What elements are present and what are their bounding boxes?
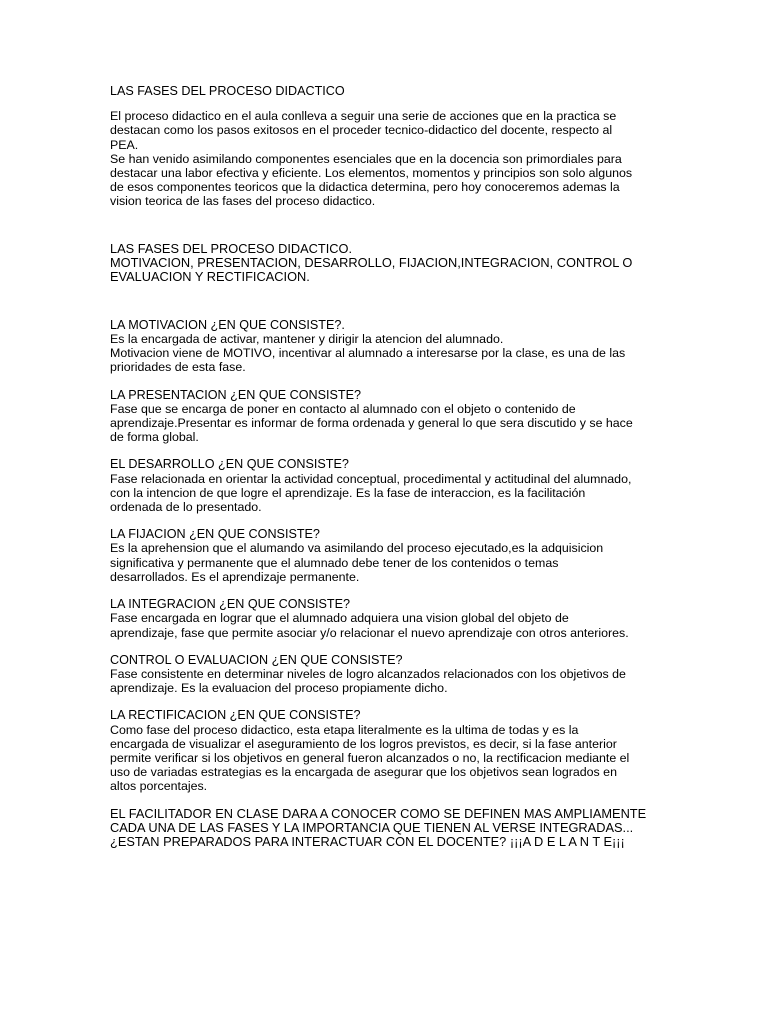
section-line: Como fase del proceso didactico, esta etapa literalmente es la ultima de todas y es la (110, 722, 579, 737)
section-heading: LA PRESENTACION ¿EN QUE CONSISTE? (110, 387, 361, 402)
spacer (110, 695, 662, 708)
closing-line: CADA UNA DE LAS FASES Y LA IMPORTANCIA QUE TIENEN AL VERSE INTEGRADAS... (110, 819, 634, 835)
section-line: ordenada de lo presentado. (110, 500, 262, 515)
section-line: Fase que se encarga de poner en contacto al alumnado con el objeto o contenido de (110, 401, 576, 416)
document-page (110, 84, 662, 850)
section-control-evaluacion (110, 653, 662, 696)
closing-line: ¿ESTAN PREPARADOS PARA INTERACTUAR CON EL DOCENTE? ¡¡¡A D E L A N T E¡¡¡ (110, 834, 625, 850)
spacer (110, 209, 662, 242)
section-line: Es la aprehension que el alumando va asimilando del proceso ejecutado,es la adquisicion (110, 541, 604, 556)
section-line: con la intencion de que logre el aprendizaje. Es la fase de interaccion, es la facilitación (110, 485, 586, 500)
section-line: Motivacion viene de MOTIVO, incentivar al alumnado a interesarse por la clase, es una de las (110, 346, 626, 361)
intro-line: El proceso didactico en el aula conlleva a seguir una serie de acciones que en la practica se (110, 109, 617, 124)
phases-summary-line: MOTIVACION, PRESENTACION, DESARROLLO, FIJACION,INTEGRACION, CONTROL O (110, 255, 633, 271)
spacer (110, 794, 662, 807)
section-line: aprendizaje.Presentar es informar de forma ordenada y general lo que sera discutido y se hace (110, 416, 633, 431)
section-line: permite verificar si los objetivos en general fueron alcanzados o no, la rectificacion mediante el (110, 750, 630, 765)
spacer (110, 98, 662, 109)
intro-line: destacan como los pasos exitosos en el proceder tecnico-didactico del docente, respecto al (110, 123, 613, 138)
spacer (110, 584, 662, 597)
intro-line: destacar una labor efectiva y eficiente. Los elementos, momentos y principios son solo algunos (110, 166, 633, 181)
section-line: Es la encargada de activar, mantener y dirigir la atencion del alumnado. (110, 332, 504, 347)
phases-summary (110, 242, 662, 285)
phases-summary-line: EVALUACION Y RECTIFICACION. (110, 269, 310, 285)
section-desarrollo (110, 457, 662, 514)
spacer (110, 640, 662, 653)
section-heading: LA MOTIVACION ¿EN QUE CONSISTE?. (110, 317, 345, 332)
document-title: LAS FASES DEL PROCESO DIDACTICO (110, 84, 345, 98)
section-line: Fase encargada en lograr que el alumnado adquiera una vision global del objeto de (110, 611, 569, 626)
intro-line: vision teorica de las fases del proceso didactico. (110, 194, 376, 209)
section-line: aprendizaje, fase que permite asociar y/o relacionar el nuevo aprendizaje con otros anteriores. (110, 625, 629, 640)
spacer (110, 375, 662, 388)
section-line: de forma global. (110, 430, 199, 445)
section-line: Fase consistente en determinar niveles de logro alcanzados relacionados con los objetivos de (110, 666, 626, 681)
section-line: desarrollados. Es el aprendizaje permanente. (110, 569, 360, 584)
section-heading: LA INTEGRACION ¿EN QUE CONSISTE? (110, 597, 351, 612)
spacer (110, 514, 662, 527)
section-integracion (110, 597, 662, 640)
intro-line: de esos componentes teoricos que la didactica determina, pero hoy conoceremos ademas la (110, 180, 620, 195)
spacer (110, 444, 662, 457)
section-line: prioridades de esta fase. (110, 360, 246, 375)
section-rectificacion (110, 708, 662, 793)
closing-line: EL FACILITADOR EN CLASE DARA A CONOCER COMO SE DEFINEN MAS AMPLIAMENTE (110, 805, 647, 821)
section-heading: EL DESARROLLO ¿EN QUE CONSISTE? (110, 457, 349, 472)
section-line: encargada de visualizar el aseguramiento de los logros previstos, es decir, si la fase anterior (110, 736, 617, 751)
closing-paragraph (110, 807, 662, 850)
phases-summary-title: LAS FASES DEL PROCESO DIDACTICO. (110, 240, 353, 256)
section-line: uso de variadas estrategias es la encargada de asegurar que los objetivos sean logrados en (110, 765, 617, 780)
intro-paragraph (110, 109, 662, 208)
section-line: altos porcentajes. (110, 779, 208, 794)
intro-line: PEA. (110, 137, 139, 152)
section-line: significativa y permanente que el alumnado debe tener de los contenidos o temas (110, 555, 559, 570)
section-heading: LA RECTIFICACION ¿EN QUE CONSISTE? (110, 708, 361, 723)
section-fijacion (110, 527, 662, 584)
section-motivacion (110, 318, 662, 375)
section-presentacion (110, 388, 662, 445)
spacer (110, 285, 662, 318)
section-line: Fase relacionada en orientar la actividad conceptual, procedimental y actitudinal del alumnado, (110, 471, 632, 486)
section-heading: CONTROL O EVALUACION ¿EN QUE CONSISTE? (110, 652, 403, 667)
section-line: aprendizaje. Es la evaluacion del proceso propiamente dicho. (110, 681, 448, 696)
intro-line: Se han venido asimilando componentes esenciales que en la docencia son primordiales para (110, 151, 622, 166)
section-heading: LA FIJACION ¿EN QUE CONSISTE? (110, 527, 320, 542)
